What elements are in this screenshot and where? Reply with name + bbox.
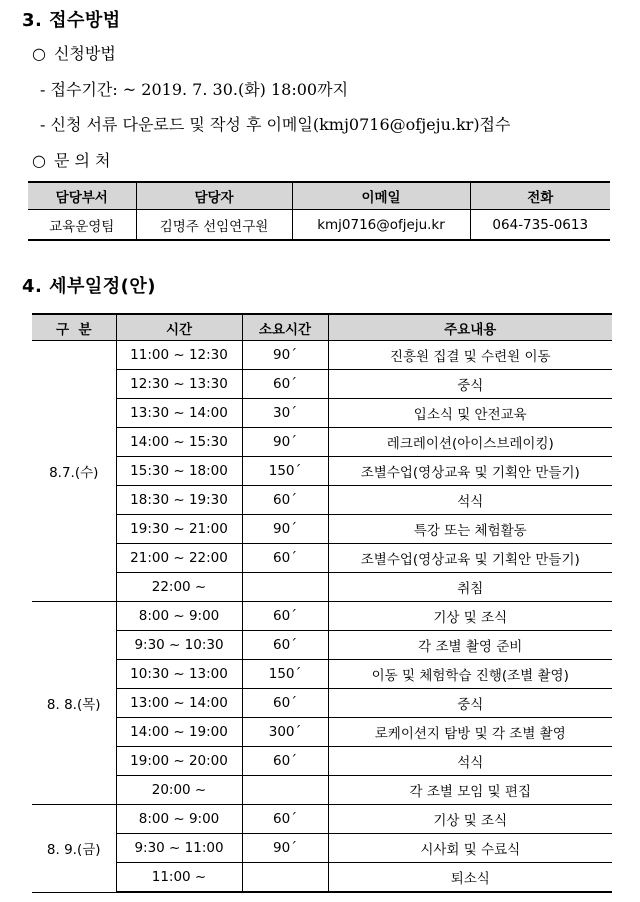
duration-cell: 60´ [242, 486, 328, 515]
content-cell: 조별수업(영상교육 및 기획안 만들기) [328, 544, 612, 573]
content-cell: 조별수업(영상교육 및 기획안 만들기) [328, 457, 612, 486]
duration-cell: 150´ [242, 457, 328, 486]
content-cell: 각 조별 촬영 준비 [328, 631, 612, 660]
apply-method-item [32, 41, 116, 64]
day-cell-aug7: 8.7.(수) [32, 341, 116, 602]
table-row [32, 863, 612, 893]
duration-cell [242, 573, 328, 602]
duration-cell: 150´ [242, 660, 328, 689]
duration-cell: 60´ [242, 631, 328, 660]
table-row [32, 602, 612, 631]
content-cell: 기상 및 조식 [328, 805, 612, 834]
content-cell: 이동 및 체험학습 진행(조별 촬영) [328, 660, 612, 689]
apply-method-label: 신청방법 [53, 44, 116, 63]
duration-cell: 60´ [242, 747, 328, 776]
table-row [32, 660, 612, 689]
duration-cell: 90´ [242, 428, 328, 457]
content-cell: 석식 [328, 747, 612, 776]
duration-cell: 60´ [242, 544, 328, 573]
time-cell: 15:30 ~ 18:00 [116, 457, 242, 486]
table-row [32, 747, 612, 776]
content-cell: 입소식 및 안전교육 [328, 399, 612, 428]
section-4-title: 4. 세부일정(안) [22, 276, 157, 297]
content-cell: 기상 및 조식 [328, 602, 612, 631]
content-cell: 퇴소식 [328, 863, 612, 893]
duration-cell: 30´ [242, 399, 328, 428]
department-cell: 교육운영팀 [28, 210, 136, 241]
time-cell: 12:30 ~ 13:30 [116, 370, 242, 399]
duration-cell: 60´ [242, 805, 328, 834]
apply-period-text: - 접수기간: ~ 2019. 7. 30.(화) 18:00까지 [40, 80, 349, 99]
header-day: 구 분 [32, 314, 116, 341]
duration-cell: 90´ [242, 515, 328, 544]
section-3-title: 3. 접수방법 [22, 10, 121, 31]
time-cell: 20:00 ~ [116, 776, 242, 805]
time-cell: 9:30 ~ 10:30 [116, 631, 242, 660]
duration-cell: 90´ [242, 341, 328, 370]
table-row [32, 805, 612, 834]
table-row [32, 428, 612, 457]
duration-cell [242, 863, 328, 893]
header-phone: 전화 [470, 182, 610, 210]
contact-table-row [28, 210, 610, 241]
content-cell: 레크레이션(아이스브레이킹) [328, 428, 612, 457]
header-duration: 소요시간 [242, 314, 328, 341]
time-cell: 10:30 ~ 13:00 [116, 660, 242, 689]
contact-table [28, 181, 610, 241]
time-cell: 9:30 ~ 11:00 [116, 834, 242, 863]
time-cell: 19:00 ~ 20:00 [116, 747, 242, 776]
table-row [32, 631, 612, 660]
phone-cell: 064-735-0613 [470, 210, 610, 241]
time-cell: 22:00 ~ [116, 573, 242, 602]
header-person: 담당자 [136, 182, 292, 210]
table-row [32, 515, 612, 544]
contact-table-header [28, 182, 610, 210]
table-row [32, 573, 612, 602]
day-cell-aug9: 8. 9.(금) [32, 805, 116, 893]
table-row [32, 689, 612, 718]
content-cell: 석식 [328, 486, 612, 515]
table-row [32, 457, 612, 486]
content-cell: 중식 [328, 689, 612, 718]
time-cell: 11:00 ~ [116, 863, 242, 893]
time-cell: 8:00 ~ 9:00 [116, 805, 242, 834]
time-cell: 18:30 ~ 19:30 [116, 486, 242, 515]
table-row [32, 486, 612, 515]
header-department: 담당부서 [28, 182, 136, 210]
time-cell: 21:00 ~ 22:00 [116, 544, 242, 573]
circle-bullet-icon: ○ [32, 44, 46, 63]
contact-label: 문 의 처 [53, 151, 111, 170]
duration-cell: 300´ [242, 718, 328, 747]
table-row [32, 834, 612, 863]
table-row [32, 399, 612, 428]
content-cell: 취침 [328, 573, 612, 602]
content-cell: 로케이션지 탐방 및 각 조별 촬영 [328, 718, 612, 747]
apply-instructions-text: - 신청 서류 다운로드 및 작성 후 이메일(kmj0716@ofjeju.kr)접수 [40, 115, 511, 134]
time-cell: 19:30 ~ 21:00 [116, 515, 242, 544]
table-row [32, 776, 612, 805]
email-cell: kmj0716@ofjeju.kr [292, 210, 470, 241]
duration-cell: 60´ [242, 602, 328, 631]
content-cell: 중식 [328, 370, 612, 399]
time-cell: 13:30 ~ 14:00 [116, 399, 242, 428]
table-row [32, 718, 612, 747]
table-row [32, 544, 612, 573]
header-time: 시간 [116, 314, 242, 341]
table-row [32, 370, 612, 399]
duration-cell: 90´ [242, 834, 328, 863]
time-cell: 14:00 ~ 19:00 [116, 718, 242, 747]
content-cell: 시사회 및 수료식 [328, 834, 612, 863]
time-cell: 11:00 ~ 12:30 [116, 341, 242, 370]
time-cell: 13:00 ~ 14:00 [116, 689, 242, 718]
content-cell: 진흥원 집결 및 수련원 이동 [328, 341, 612, 370]
person-cell: 김명주 선임연구원 [136, 210, 292, 241]
table-row [32, 341, 612, 370]
content-cell: 각 조별 모임 및 편집 [328, 776, 612, 805]
schedule-table-header [32, 314, 612, 341]
time-cell: 14:00 ~ 15:30 [116, 428, 242, 457]
day-cell-aug8: 8. 8.(목) [32, 602, 116, 805]
circle-bullet-icon: ○ [32, 151, 46, 170]
schedule-table [32, 313, 612, 893]
duration-cell: 60´ [242, 370, 328, 399]
duration-cell: 60´ [242, 689, 328, 718]
duration-cell [242, 776, 328, 805]
content-cell: 특강 또는 체험활동 [328, 515, 612, 544]
header-content: 주요내용 [328, 314, 612, 341]
header-email: 이메일 [292, 182, 470, 210]
time-cell: 8:00 ~ 9:00 [116, 602, 242, 631]
contact-item [32, 148, 111, 171]
